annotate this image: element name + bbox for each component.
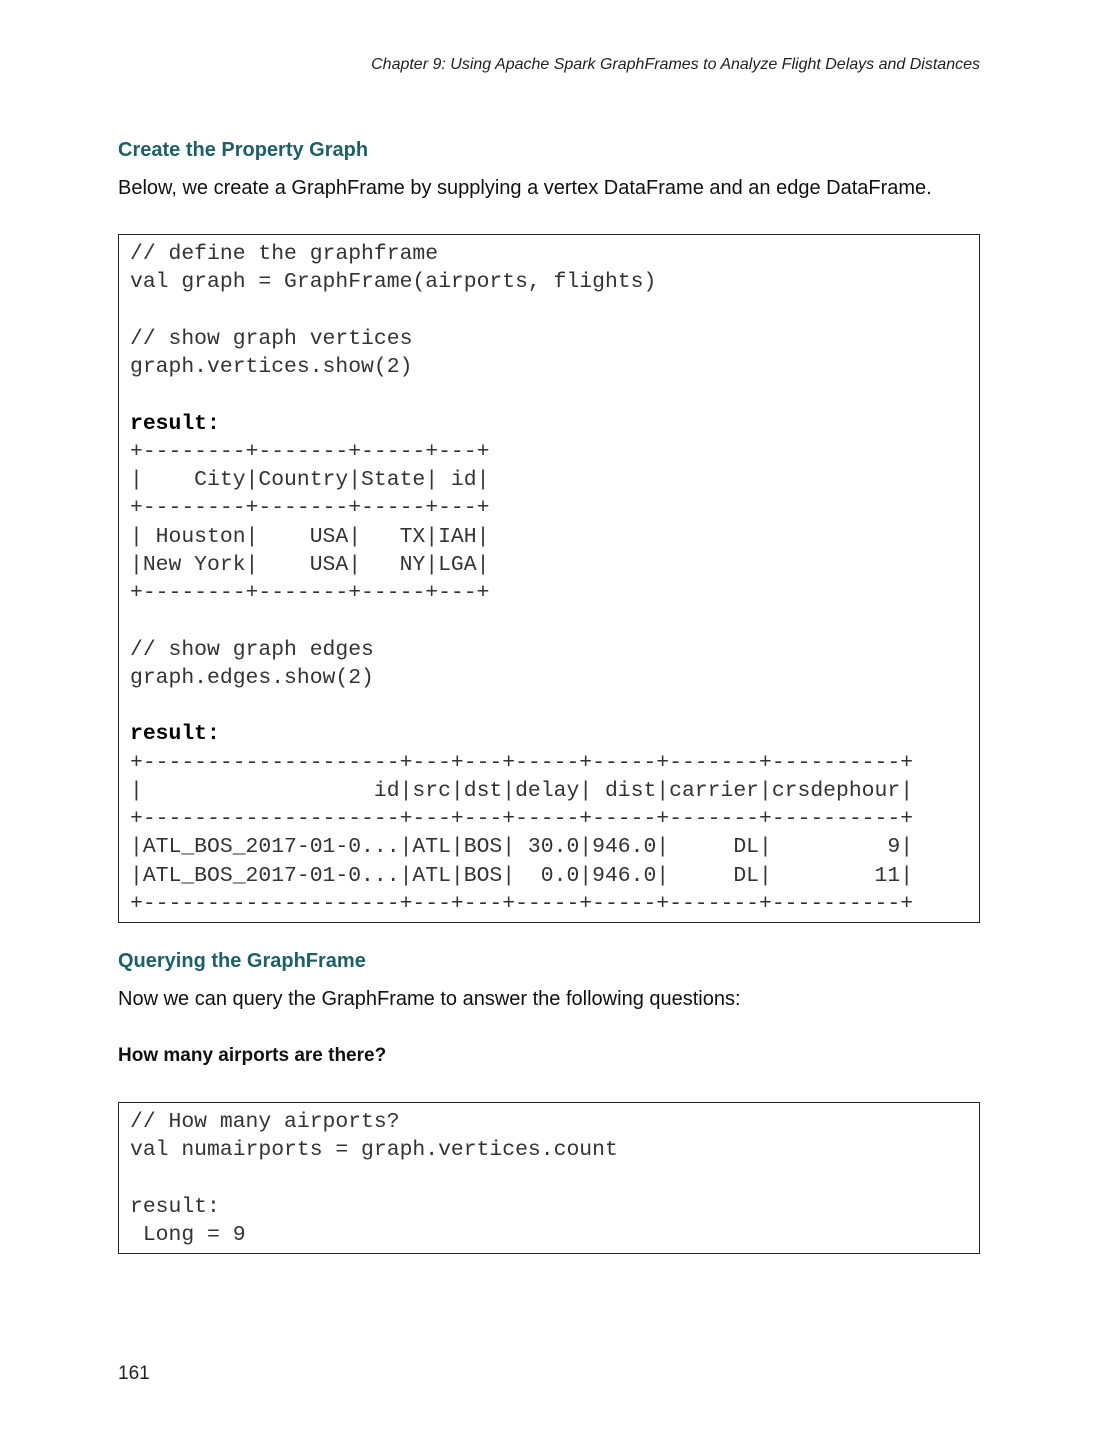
code-line [119, 692, 979, 720]
code-line: +--------+-------+-----+---+ [130, 439, 490, 464]
code-line: val numairports = graph.vertices.count [130, 1138, 618, 1163]
code-line: +--------+-------+-----+---+ [130, 581, 490, 605]
code-line: result: [130, 722, 220, 747]
code-line: result: [130, 1194, 220, 1219]
code-line: Long = 9 [130, 1223, 246, 1247]
code-line: graph.vertices.show(2) [130, 355, 413, 379]
code-block-graphframe [118, 234, 980, 923]
code-line: // show graph edges [130, 637, 374, 662]
code-line: |ATL_BOS_2017-01-0...|ATL|BOS| 30.0|946.0| DL| 9| [130, 835, 914, 860]
code-line [119, 607, 979, 635]
paragraph-intro: Below, we create a GraphFrame by supplying a vertex DataFrame and an edge DataFrame. [118, 177, 932, 199]
code-line: | City|Country|State| id| [130, 468, 490, 492]
paragraph-query: Now we can query the GraphFrame to answer the following questions: [118, 988, 741, 1010]
code-line [119, 381, 979, 409]
section-heading-querying: Querying the GraphFrame [118, 950, 366, 972]
code-line [119, 1165, 979, 1193]
code-line: +--------------------+---+---+-----+-----+-------+----------+ [130, 807, 914, 831]
running-head: Chapter 9: Using Apache Spark GraphFrames to Analyze Flight Delays and Distances [371, 56, 980, 73]
code-line [119, 297, 979, 325]
code-line: // How many airports? [130, 1110, 400, 1134]
subheading-airport-count: How many airports are there? [118, 1045, 387, 1066]
section-heading-create-property-graph: Create the Property Graph [118, 139, 369, 161]
code-line: // show graph vertices [130, 326, 413, 351]
code-line: | Houston| USA| TX|IAH| [130, 524, 490, 549]
code-block-airport-count [118, 1102, 980, 1254]
code-line: result: [130, 411, 220, 436]
code-line: graph.edges.show(2) [130, 665, 374, 690]
code-line: | id|src|dst|delay| dist|carrier|crsdephour| [130, 778, 914, 803]
code-line: |ATL_BOS_2017-01-0...|ATL|BOS| 0.0|946.0| DL| 11| [130, 863, 914, 888]
code-line: |New York| USA| NY|LGA| [130, 552, 490, 577]
code-line: +--------------------+---+---+-----+-----+-------+----------+ [130, 750, 914, 775]
code-line: val graph = GraphFrame(airports, flights) [130, 270, 657, 295]
code-line: +--------------------+---+---+-----+-----+-------+----------+ [130, 891, 914, 916]
code-line: // define the graphframe [130, 242, 439, 266]
page-number: 161 [118, 1363, 150, 1384]
code-line: +--------+-------+-----+---+ [130, 496, 490, 521]
